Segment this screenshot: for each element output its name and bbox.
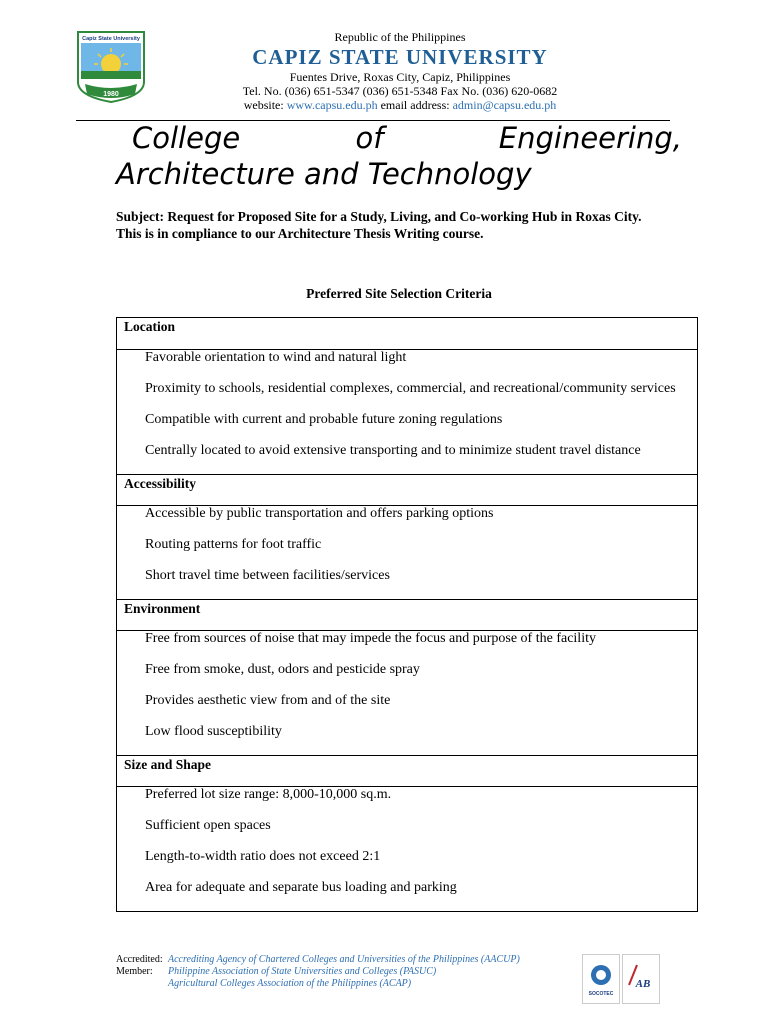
socotec-text: SOCOTEC xyxy=(588,991,614,997)
website-link[interactable]: www.capsu.edu.ph xyxy=(286,98,378,112)
university-logo xyxy=(76,30,146,104)
address-line: Fuentes Drive, Roxas City, Capiz, Philippines xyxy=(289,70,511,84)
contact-line xyxy=(190,98,610,112)
accredited-text: Accrediting Agency of Chartered Colleges and Universities of the Philippines (AACUP) xyxy=(168,954,520,965)
member-text-2: Agricultural Colleges Association of the Philippines (ACAP) xyxy=(168,978,412,989)
list-item: Sufficient open spaces xyxy=(145,818,271,833)
member-label: Member: xyxy=(116,966,153,977)
logo-text: Capiz State University xyxy=(82,36,140,42)
list-item: Length-to-width ratio does not exceed 2:1 xyxy=(145,849,381,864)
list-item: Proximity to schools, residential complexes, commercial, and recreational/community services xyxy=(145,381,676,396)
section-environment-title: Environment xyxy=(117,599,697,631)
website-label: website: xyxy=(243,98,284,112)
university-name: CAPIZ STATE UNIVERSITY xyxy=(252,45,548,69)
college-word-3: Engineering, xyxy=(498,121,682,155)
college-word-2: of xyxy=(355,121,384,155)
list-item: Centrally located to avoid extensive transporting and to minimize student travel distance xyxy=(145,443,641,458)
list-item: Short travel time between facilities/services xyxy=(145,568,390,583)
criteria-title: Preferred Site Selection Criteria xyxy=(306,286,492,301)
section-location-items xyxy=(117,350,697,474)
member-text-1: Philippine Association of State Universities and Colleges (PASUC) xyxy=(168,966,437,977)
list-item: Area for adequate and separate bus loading and parking xyxy=(145,880,457,895)
college-title xyxy=(116,120,682,192)
tel-line: Tel. No. (036) 651-5347 (036) 651-5348 Fax No. (036) 620-0682 xyxy=(242,84,558,98)
college-line-2: Architecture and Technology xyxy=(116,157,532,191)
republic-line: Republic of the Philippines xyxy=(334,30,466,44)
accredited-label: Accredited: xyxy=(116,954,163,965)
letterhead xyxy=(190,30,610,112)
subject-line-2: This is in compliance to our Architecture Thesis Writing course. xyxy=(116,226,484,241)
list-item: Free from sources of noise that may impede the focus and purpose of the facility xyxy=(145,631,596,646)
list-item: Accessible by public transportation and offers parking options xyxy=(145,506,494,521)
section-environment-items xyxy=(117,631,697,755)
section-location-title: Location xyxy=(117,318,697,350)
subject-line-1: Subject: Request for Proposed Site for a Study, Living, and Co-working Hub in Roxas City. xyxy=(116,209,642,224)
section-size-shape-title: Size and Shape xyxy=(117,755,697,787)
subject xyxy=(116,208,696,242)
college-word-1: College xyxy=(132,121,241,155)
socotec-badge xyxy=(582,954,620,1004)
email-label: email address: xyxy=(380,98,450,112)
criteria-table xyxy=(116,317,698,912)
list-item: Provides aesthetic view from and of the site xyxy=(145,693,391,708)
list-item: Low flood susceptibility xyxy=(145,724,282,739)
email-link[interactable]: admin@capsu.edu.ph xyxy=(452,98,557,112)
list-item: Favorable orientation to wind and natural light xyxy=(145,350,407,365)
section-accessibility-items xyxy=(117,506,697,599)
list-item: Preferred lot size range: 8,000-10,000 sq.m. xyxy=(145,787,392,802)
list-item: Routing patterns for foot traffic xyxy=(145,537,322,552)
section-size-shape-items xyxy=(117,787,697,911)
logo-year: 1980 xyxy=(103,91,119,98)
footer xyxy=(116,954,576,990)
section-accessibility-title: Accessibility xyxy=(117,474,697,506)
list-item: Free from smoke, dust, odors and pesticide spray xyxy=(145,662,420,677)
iab-text: AB xyxy=(635,978,651,990)
iab-badge xyxy=(622,954,660,1004)
list-item: Compatible with current and probable future zoning regulations xyxy=(145,412,503,427)
